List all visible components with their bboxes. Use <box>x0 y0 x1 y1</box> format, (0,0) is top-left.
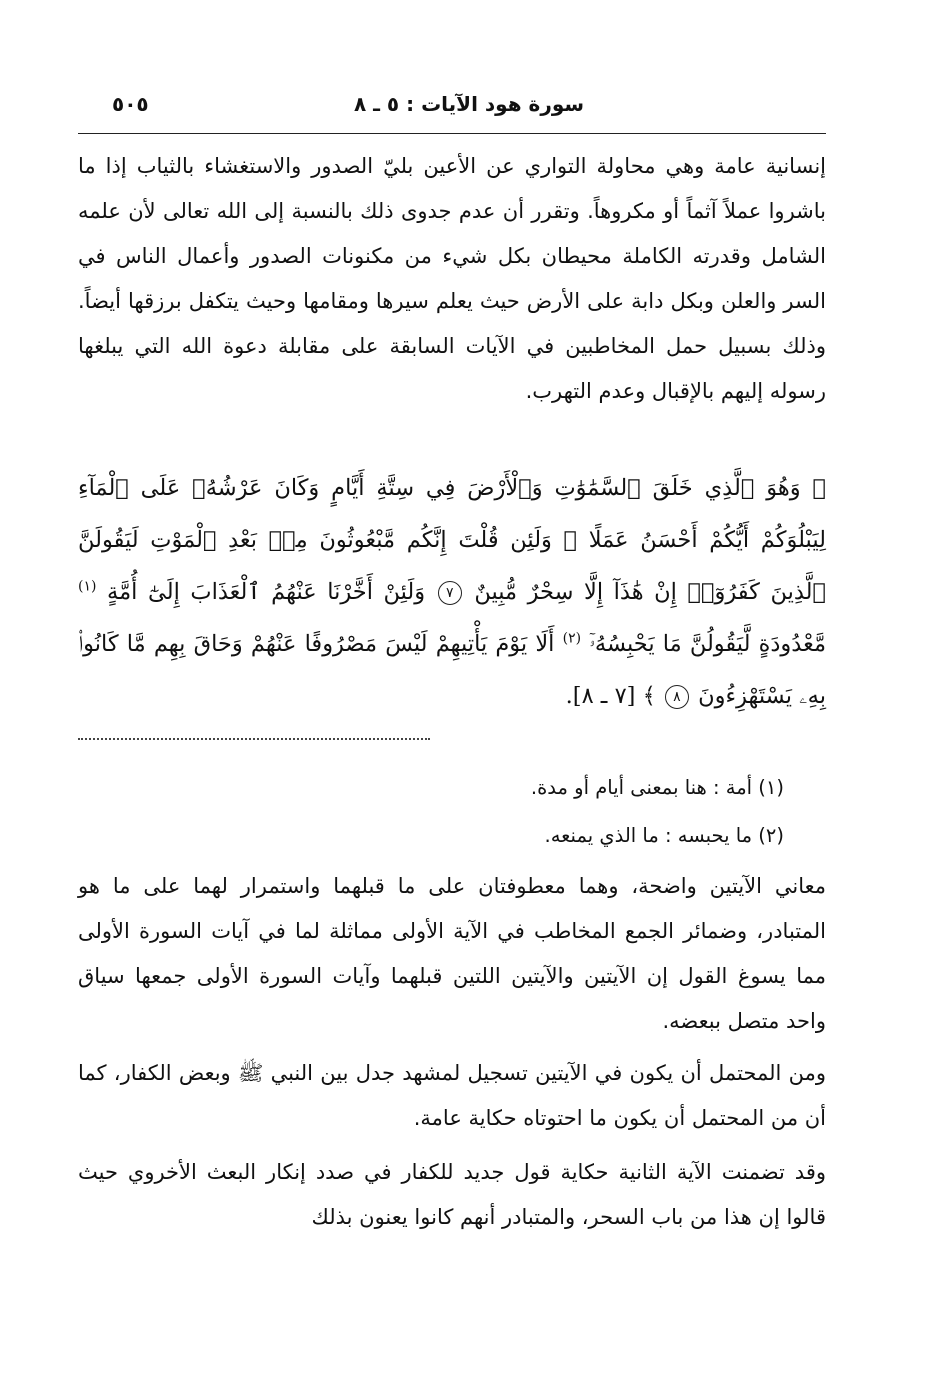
footnote-ref-1: (١) <box>78 578 97 595</box>
footnote-separator <box>78 738 430 740</box>
quran-verse-block <box>78 462 826 722</box>
paragraph-text: وقد تضمنت الآية الثانية حكاية قول جديد للكفار في صدد إنكار البعث الأخروي حيث قالوا إن هذا من باب السحر، والمتبادر أنهم كانوا يعنون بذلك <box>78 1160 826 1229</box>
footnote-1: (١) أمة : هنا بمعنى أيام أو مدة. <box>530 776 784 799</box>
paragraph-text: معاني الآيتين واضحة، وهما معطوفتان على ما قبلهما واستمرار لهما على ما هو المتبادر، وضمائر الجمع المخاطب في الآية الأولى مماثلة لما في آيات السورة الأولى مما يسوغ القول إن الآيتين والآيتين اللتين قبلهما وآيات السورة الأولى جمعها سياق واحد متصل ببعضه. <box>78 874 826 1033</box>
verse-part-4: أَلَا يَوْمَ يَأْتِيهِمْ لَيْسَ مَصْرُوفًا عَنْهُمْ وَحَاقَ بِهِم مَّا كَانُوا۟ بِهِۦ يَسْتَهْزِءُونَ <box>78 631 826 709</box>
ayah-number-7: ٧ <box>438 581 462 605</box>
page-number: ٥٠٥ <box>112 92 149 116</box>
commentary-paragraph-2 <box>78 1051 826 1141</box>
footnotes <box>78 764 826 860</box>
verse-part-3: مَّعْدُودَةٍ لَّيَقُولُنَّ مَا يَحْبِسُهُۥٓ <box>589 631 827 657</box>
verse-close-bracket: ﴾ <box>642 683 656 709</box>
verse-range: [٧ ـ ٨]. <box>565 683 636 709</box>
paragraph-text: ومن المحتمل أن يكون في الآيتين تسجيل لمشهد جدل بين النبي ﷺ وبعض الكفار، كما أن من المحتمل أن يكون ما احتوتاه حكاية عامة. <box>78 1061 826 1130</box>
verse-open-bracket: ﴿ <box>812 475 826 501</box>
running-title: سورة هود الآيات : ٥ ـ ٨ <box>353 92 585 116</box>
verse-part-1: وَهُوَ ٱلَّذِي خَلَقَ ٱلسَّمَٰوَٰتِ وَٱلْأَرْضَ فِي سِتَّةِ أَيَّامٍ وَكَانَ عَرْشُهُۥ عَلَى ٱلْمَآءِ لِيَبْلُوَكُمْ أَيُّكُمْ أَحْسَنُ عَمَلًا ۗ وَلَئِن قُلْتَ إِنَّكُم مَّبْعُوثُونَ مِنۢ بَعْدِ ٱلْمَوْتِ لَيَقُولَنَّ ٱلَّذِينَ كَفَرُوٓا۟ إِنْ هَٰذَآ إِلَّا سِحْرٌ مُّبِينٌ <box>78 475 827 605</box>
intro-paragraph <box>78 144 826 414</box>
commentary-paragraph-1 <box>78 864 826 1044</box>
page-header <box>112 92 826 126</box>
verse-part-2: وَلَئِنْ أَخَّرْنَا عَنْهُمُ ٱلْعَذَابَ إِلَىٰٓ أُمَّةٍ <box>107 579 426 605</box>
intro-text: إنسانية عامة وهي محاولة التواري عن الأعين بليّ الصدور والاستغشاء بالثياب إذا ما باشروا عملاً آثماً أو مكروهاً. وتقرر أن عدم جدوى ذلك بالنسبة إلى الله تعالى لأن علمه الشامل وقدرته الكاملة محيطان بكل شيء من مكنونات الصدور وأعمال الناس في السر والعلن وبكل دابة على الأرض حيث يعلم سيرها ومقامها وحيث يتكفل برزقها أيضاً. وذلك بسبيل حمل المخاطبين في الآيات السابقة على مقابلة دعوة الله التي يبلغها رسوله إليهم بالإقبال وعدم التهرب. <box>78 154 826 403</box>
footnote-ref-2: (٢) <box>562 630 582 647</box>
header-rule <box>78 133 826 134</box>
commentary-paragraph-3 <box>78 1150 826 1240</box>
verse-text <box>78 462 826 722</box>
ayah-number-8: ٨ <box>665 685 689 709</box>
footnote-2: (٢) ما يحبسه : ما الذي يمنعه. <box>544 824 784 847</box>
